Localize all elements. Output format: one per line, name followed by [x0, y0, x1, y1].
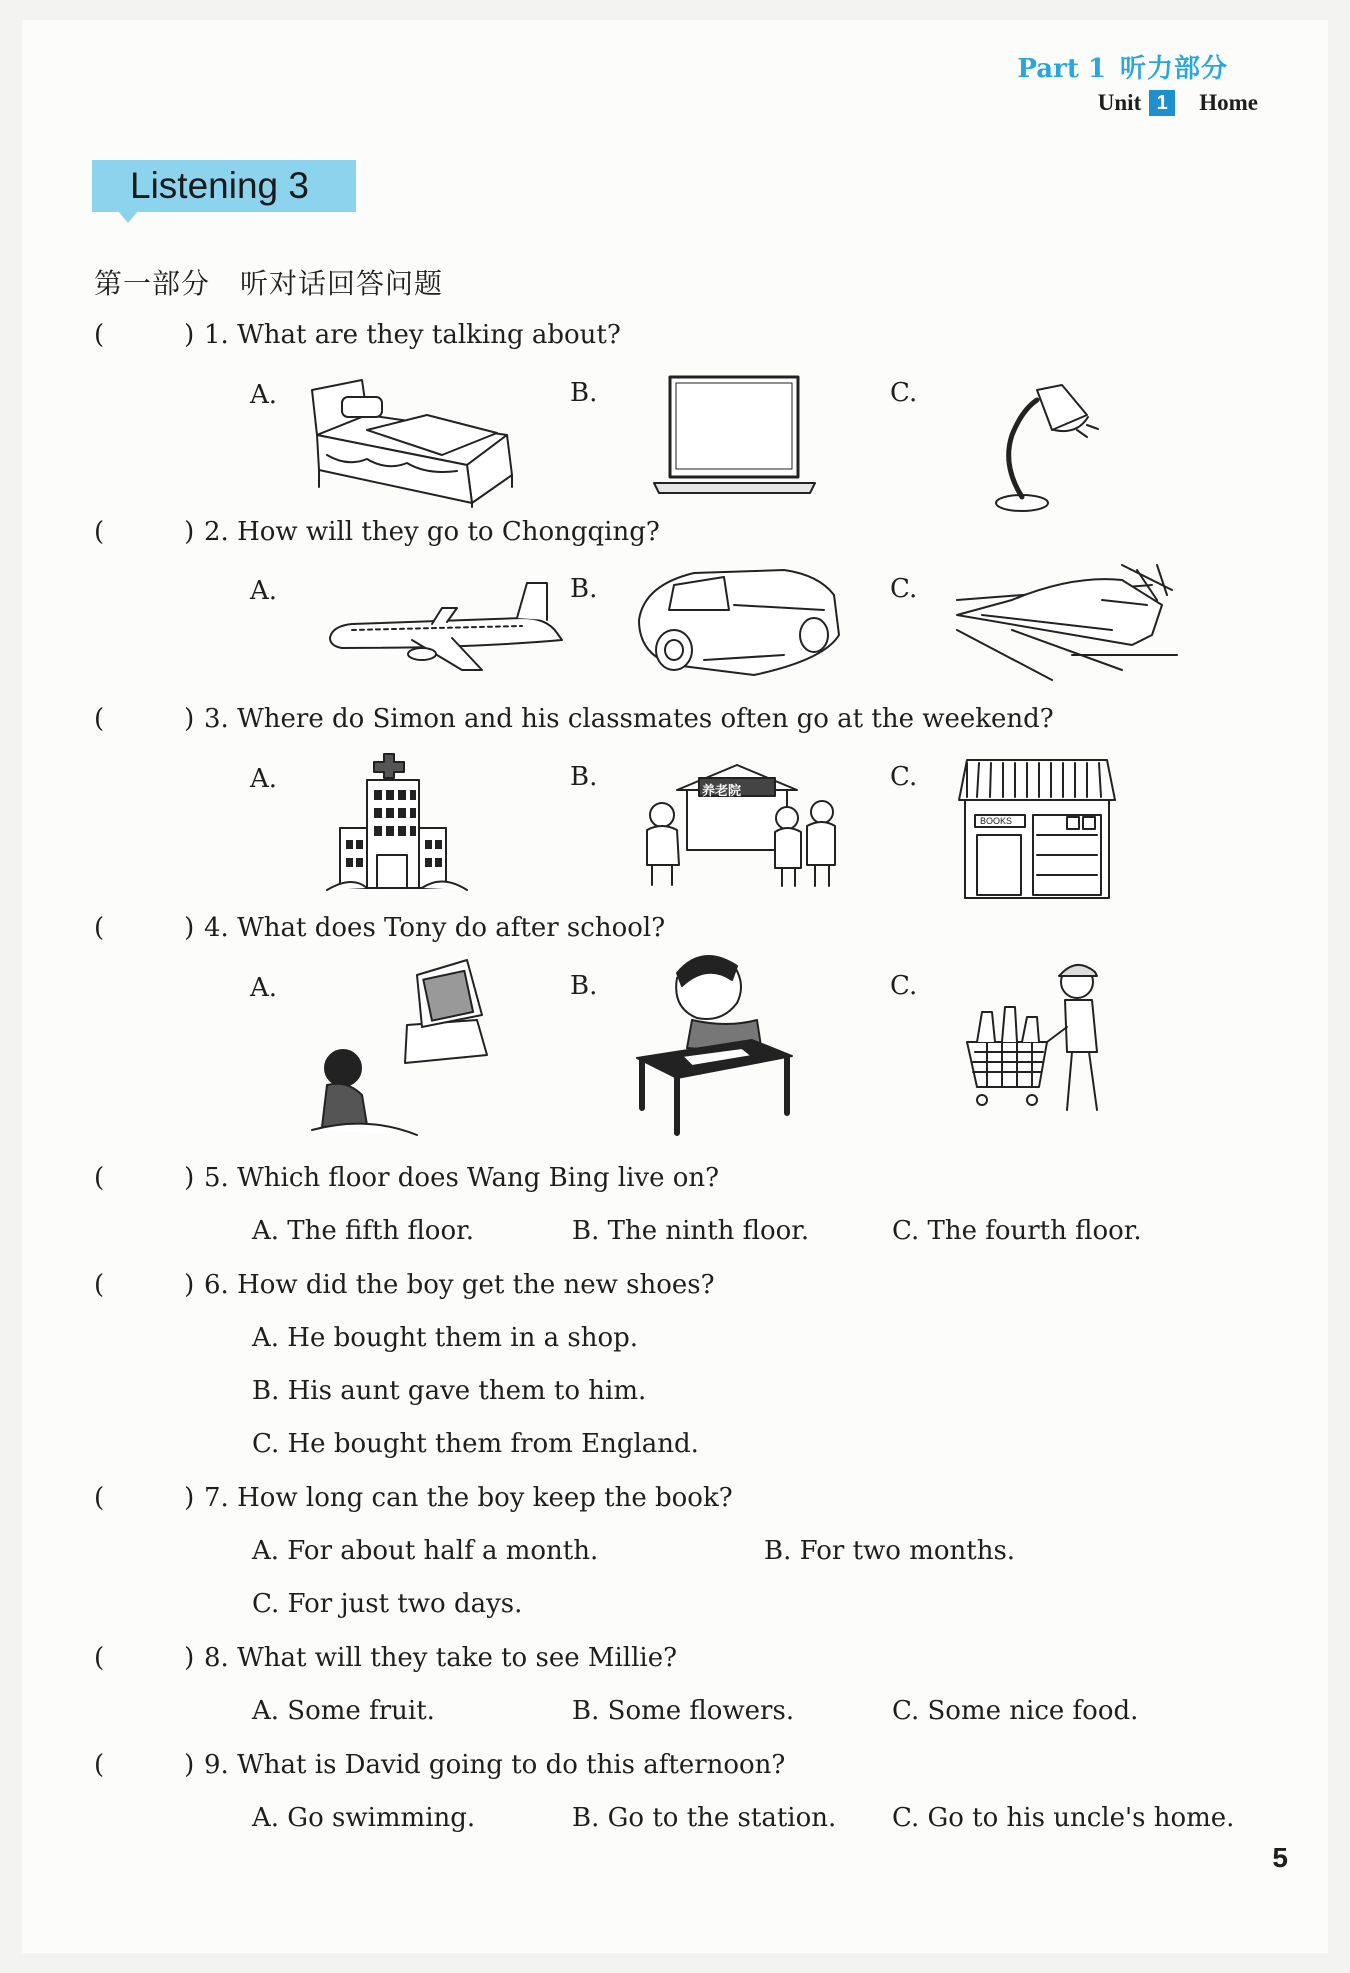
- answer-blank[interactable]: ( ): [94, 1643, 195, 1673]
- option-label-b: B.: [570, 378, 598, 408]
- question-text: 7. How long can the boy keep the book?: [204, 1483, 733, 1513]
- shopping-picture[interactable]: [957, 952, 1127, 1122]
- old-people-home-sign: 养老院: [702, 784, 742, 799]
- option-label-a: A.: [250, 973, 278, 1003]
- unit-name: Home: [1199, 90, 1258, 115]
- answer-blank[interactable]: ( ): [94, 704, 195, 734]
- bed-picture[interactable]: [307, 375, 527, 510]
- option-b[interactable]: B. Some flowers.: [572, 1696, 795, 1726]
- workbook-page: [22, 20, 1328, 1953]
- unit-heading: [1098, 90, 1258, 116]
- banner-tail: [118, 211, 138, 223]
- option-a[interactable]: A. He bought them in a shop.: [252, 1323, 639, 1353]
- option-label-c: C.: [890, 971, 918, 1001]
- airplane-picture[interactable]: [322, 578, 572, 673]
- answer-blank[interactable]: ( ): [94, 517, 195, 547]
- answer-blank[interactable]: ( ): [94, 320, 195, 350]
- hospital-picture[interactable]: [322, 750, 472, 895]
- desk-lamp-picture[interactable]: [992, 375, 1102, 515]
- section-subtitle: 听对话回答问题: [240, 267, 444, 300]
- answer-blank[interactable]: ( ): [94, 1163, 195, 1193]
- option-a[interactable]: A. For about half a month.: [252, 1536, 599, 1566]
- unit-number-badge: 1: [1149, 90, 1175, 116]
- part-heading: [1017, 48, 1228, 85]
- option-b[interactable]: B. His aunt gave them to him.: [252, 1376, 647, 1406]
- option-label-a: A.: [250, 764, 278, 794]
- question-text: 8. What will they take to see Millie?: [204, 1643, 678, 1673]
- doing-homework-picture[interactable]: [632, 948, 802, 1138]
- section-title: [94, 262, 443, 302]
- shop-picture[interactable]: [957, 755, 1117, 900]
- option-a[interactable]: A. The fifth floor.: [252, 1216, 474, 1246]
- question-4: [94, 913, 665, 943]
- part-cn-label: 听力部分: [1119, 54, 1228, 84]
- option-c[interactable]: C. For just two days.: [252, 1589, 523, 1619]
- question-text: 1. What are they talking about?: [204, 320, 621, 350]
- option-c[interactable]: C. Go to his uncle's home.: [892, 1803, 1235, 1833]
- question-text: 6. How did the boy get the new shoes?: [204, 1270, 715, 1300]
- question-7: [94, 1483, 733, 1513]
- option-label-c: C.: [890, 762, 918, 792]
- question-1: [94, 320, 621, 350]
- answer-blank[interactable]: ( ): [94, 1483, 195, 1513]
- question-3: [94, 704, 1054, 734]
- question-8: [94, 1643, 677, 1673]
- option-label-b: B.: [570, 762, 598, 792]
- page-number: 5: [1272, 1842, 1288, 1873]
- option-label-a: A.: [250, 576, 278, 606]
- shop-sign: BOOKS: [980, 816, 1013, 826]
- high-speed-train-picture[interactable]: [952, 560, 1182, 685]
- question-5: [94, 1163, 719, 1193]
- answer-blank[interactable]: ( ): [94, 913, 195, 943]
- question-text: 5. Which floor does Wang Bing live on?: [204, 1163, 720, 1193]
- question-9: [94, 1750, 785, 1780]
- question-text: 9. What is David going to do this afternoon?: [204, 1750, 786, 1780]
- option-label-c: C.: [890, 378, 918, 408]
- laptop-picture[interactable]: [652, 375, 817, 495]
- watching-tv-picture[interactable]: [307, 955, 537, 1145]
- answer-blank[interactable]: ( ): [94, 1750, 195, 1780]
- option-a[interactable]: A. Go swimming.: [252, 1803, 476, 1833]
- question-text: 2. How will they go to Chongqing?: [204, 517, 660, 547]
- option-label-b: B.: [570, 971, 598, 1001]
- sports-car-picture[interactable]: [634, 565, 844, 680]
- question-text: 3. Where do Simon and his classmates often go at the weekend?: [204, 704, 1054, 734]
- option-label-b: B.: [570, 574, 598, 604]
- option-c[interactable]: C. The fourth floor.: [892, 1216, 1142, 1246]
- question-2: [94, 517, 660, 547]
- part-label: Part 1: [1017, 54, 1106, 84]
- option-c[interactable]: C. He bought them from England.: [252, 1429, 699, 1459]
- option-b[interactable]: B. The ninth floor.: [572, 1216, 810, 1246]
- option-label-c: C.: [890, 574, 918, 604]
- option-label-a: A.: [250, 380, 278, 410]
- section-label: 第一部分: [94, 267, 211, 300]
- question-6: [94, 1270, 715, 1300]
- option-b[interactable]: B. For two months.: [764, 1536, 1016, 1566]
- answer-blank[interactable]: ( ): [94, 1270, 195, 1300]
- option-a[interactable]: A. Some fruit.: [252, 1696, 435, 1726]
- unit-word: Unit: [1097, 90, 1142, 115]
- option-b[interactable]: B. Go to the station.: [572, 1803, 837, 1833]
- question-text: 4. What does Tony do after school?: [204, 913, 666, 943]
- listening-banner: Listening 3: [92, 160, 356, 212]
- option-c[interactable]: C. Some nice food.: [892, 1696, 1139, 1726]
